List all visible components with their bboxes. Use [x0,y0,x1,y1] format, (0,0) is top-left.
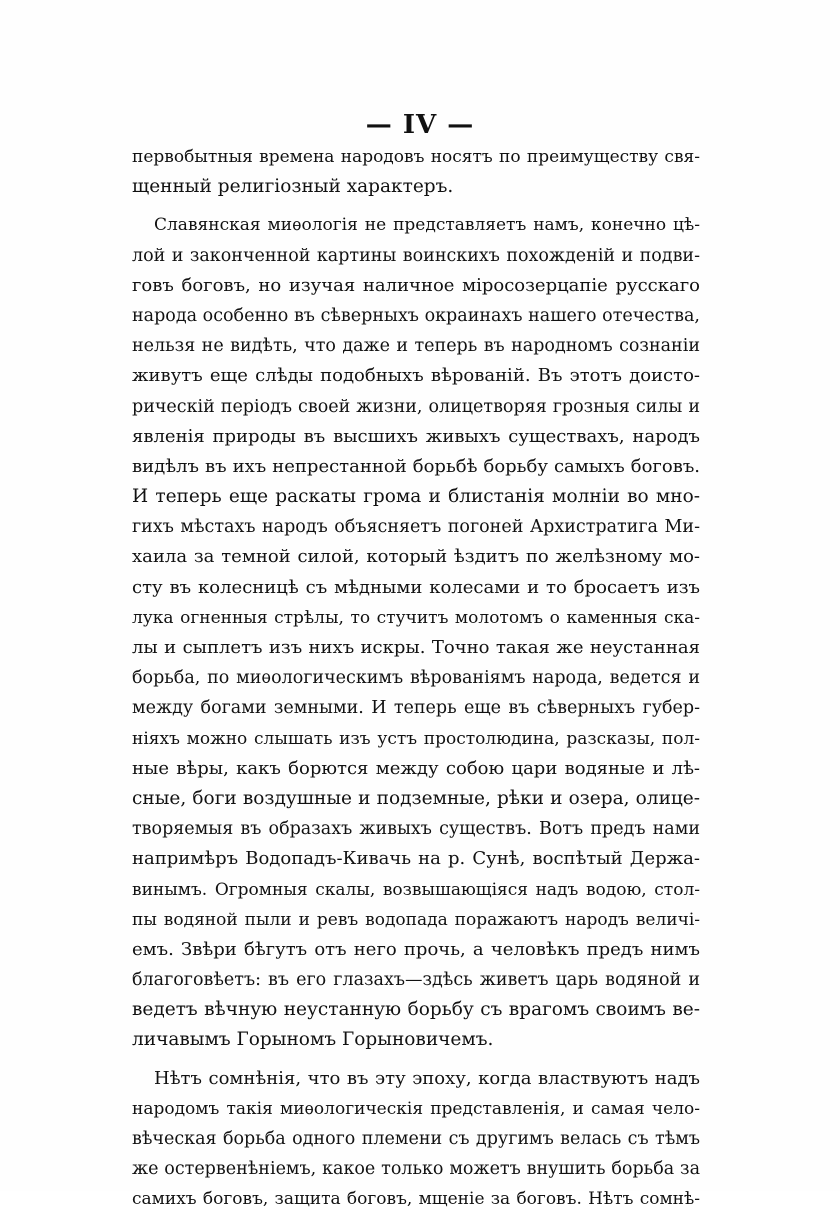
text-line: говъ боговъ, но изучая наличное міросозерцапіе русскаго [132,274,700,296]
text-line: самихъ боговъ, защита боговъ, мщеніе за боговъ. Нѣтъ сомнѣ- [132,1189,700,1210]
text-line: Нѣтъ сомнѣнія, что въ эту эпоху, когда властвуютъ надъ [154,1067,700,1089]
text-line: лой и законченной картины воинскихъ похожденій и подви- [132,245,700,266]
page-number: — IV — [365,110,475,140]
paragraph [132,142,700,202]
text-line: первобытныя времена народовъ носятъ по преимуществу свя- [132,147,700,167]
text-line: хаила за темной силой, который ѣздитъ по желѣзному мо- [132,546,700,568]
text-line: щенный религіозный характеръ. [132,176,454,198]
text-line: емъ. Звѣри бѣгутъ отъ него прочь, а человѣкъ предъ нимъ [132,938,700,960]
text-line: борьба, по миѳологическимъ вѣрованіямъ народа, ведется и [132,668,700,689]
text-line: явленія природы въ высшихъ живыхъ существахъ, народъ [132,425,700,447]
text-line: благоговѣетъ: въ его глазахъ—здѣсь живетъ царь водяной и [132,970,700,991]
text-line: напримѣръ Водопадъ-Кивачь на р. Сунѣ, воспѣтый Держа- [132,848,700,870]
text-line: Славянская миѳологія не представляетъ намъ, конечно цѣ- [154,215,700,236]
paragraph [132,210,700,1055]
text-line: И теперь еще раскаты грома и блистанія молніи во мно- [132,486,700,508]
text-line: сные, боги воздушные и подземные, рѣки и озера, олице- [132,787,700,809]
text-line: ніяхъ можно слышать изъ устъ простолюдина, разсказы, пол- [132,728,700,749]
text-line: ные вѣры, какъ борются между собою цари водяные и лѣ- [132,757,700,779]
text-line: народа особенно въ сѣверныхъ окраинахъ нашего отечества, [132,305,700,326]
text-line: личавымъ Горыномъ Горыновичемъ. [132,1029,494,1051]
text-line: видѣлъ въ ихъ непрестанной борьбѣ борьбу самыхъ боговъ. [132,455,700,477]
text-line: ведетъ вѣчную неустанную борьбу съ врагомъ своимъ ве- [132,999,700,1021]
text-line: сту въ колесницѣ съ мѣдными колесами и то бросаетъ изъ [132,576,700,598]
text-line: винымъ. Огромныя скалы, возвышающіяся надъ водою, стол- [132,879,700,900]
body-text [132,142,700,1215]
text-line: творяемыя въ образахъ живыхъ существъ. Вотъ предъ нами [132,819,700,840]
text-line: живутъ еще слѣды подобныхъ вѣрованій. Въ этотъ доисто- [132,365,700,387]
text-line: же остервенѣніемъ, какое только можетъ внушить борьба за [132,1159,700,1180]
text-line: рическій періодъ своей жизни, олицетворяя грозныя силы и [132,396,700,417]
text-line: пы водяной пыли и ревъ водопада поражаютъ народъ величі- [132,909,700,930]
text-line: лука огненныя стрѣлы, то стучитъ молотомъ о каменныя ска- [132,607,700,628]
text-line: между богами земными. И теперь еще въ сѣверныхъ губер- [132,698,700,719]
paragraph [132,1064,700,1215]
text-line: народомъ такія миѳологическія представленія, и самая чело- [132,1098,700,1119]
text-line: лы и сыплетъ изъ нихъ искры. Точно такая же неустанная [132,637,700,658]
text-line: вѣческая борьба одного племени съ другимъ велась съ тѣмъ [132,1129,700,1149]
text-line: гихъ мѣстахъ народъ объясняетъ погоней Архистратига Ми- [132,517,700,538]
text-line: нельзя не видѣть, что даже и теперь въ народномъ сознаніи [132,336,700,357]
